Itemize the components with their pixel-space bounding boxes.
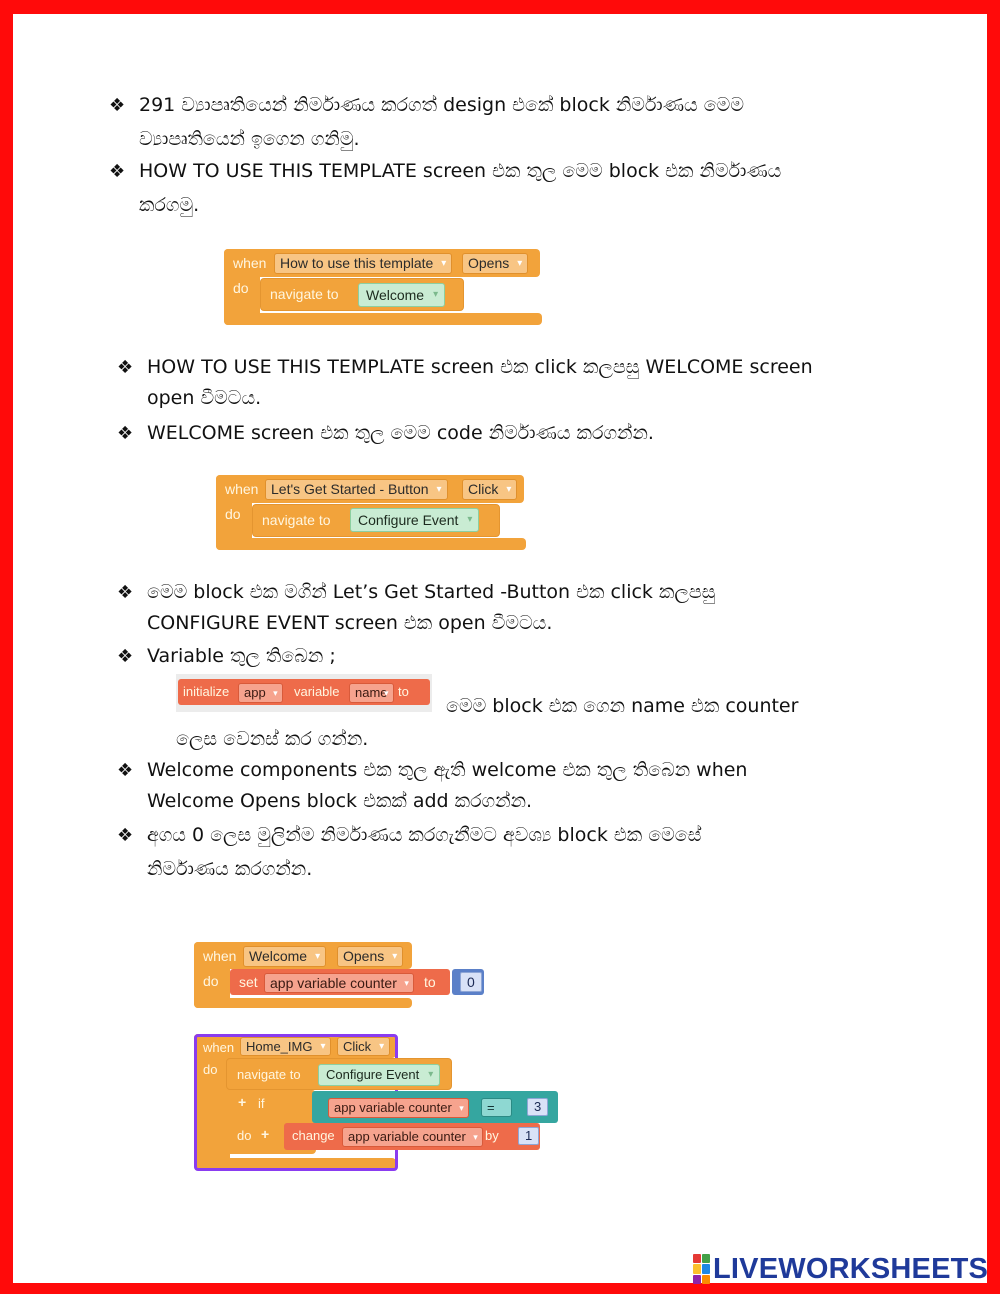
condition-variable-dropdown[interactable]: app variable counter ▾ — [328, 1098, 469, 1118]
condition-value-field[interactable]: 3 — [527, 1098, 548, 1116]
operator-dropdown[interactable]: = — [481, 1098, 512, 1117]
text-line: CONFIGURE EVENT screen එක open වීමටය. — [147, 612, 553, 634]
do-label: do — [203, 973, 219, 989]
text-line: ව්‍යාපෘතියෙන් ඉගෙන ගනිමු. — [139, 128, 360, 150]
do-label: do — [233, 280, 249, 296]
navigate-label: navigate to — [237, 1067, 301, 1082]
bullet-icon: ❖ — [117, 357, 134, 378]
screen-dropdown[interactable]: Welcome ▾ — [243, 946, 326, 967]
value-field[interactable]: 0 — [460, 972, 482, 992]
block-lets-get-started-click — [216, 475, 526, 550]
if-label: if — [258, 1096, 265, 1111]
paragraph-1 — [109, 90, 879, 155]
variable-dropdown[interactable]: app variable counter ▾ — [264, 973, 414, 993]
paragraph-8 — [117, 820, 867, 885]
text-line: අගය 0 ලෙස මුලින්ම නිර්මාණය කරගැනීමට අවශ්‍ය block එක මෙසේ — [147, 824, 702, 846]
paragraph-6-continued — [176, 691, 876, 755]
event-dropdown[interactable]: Opens ▾ — [337, 946, 403, 967]
to-label: to — [398, 684, 409, 699]
text-line: Welcome Opens block එකක් add කරගන්න. — [147, 790, 533, 812]
block-home-img-click — [194, 1034, 564, 1172]
set-label: set — [239, 974, 258, 990]
bullet-icon: ❖ — [109, 161, 126, 182]
block-welcome-opens — [194, 942, 486, 1008]
paragraph-4 — [117, 418, 867, 449]
text-line: 291 ව්‍යාපෘතියෙන් නිර්මාණය කරගත් design එකේ block නිර්මාණය මෙම — [139, 94, 744, 116]
paragraph-3 — [117, 352, 867, 414]
text-line: Variable තුල තිබෙන ; — [147, 645, 336, 667]
target-screen-dropdown[interactable]: Configure Event ▾ — [318, 1064, 440, 1086]
logo-icon — [693, 1254, 710, 1284]
navigate-label: navigate to — [270, 286, 339, 302]
event-block-bottom — [194, 998, 412, 1008]
text-line: ලෙස වෙනස් කර ගන්න. — [176, 728, 369, 750]
target-screen-dropdown[interactable]: Welcome ▾ — [358, 283, 445, 307]
component-dropdown[interactable]: Let's Get Started - Button ▾ — [265, 479, 448, 500]
bullet-icon: ❖ — [117, 423, 134, 444]
paragraph-5 — [117, 577, 867, 639]
do-label: do — [203, 1062, 218, 1077]
text-line: මෙම block එක මගින් Let’s Get Started -Button එක click කලපසු — [147, 581, 716, 603]
text-line: HOW TO USE THIS TEMPLATE screen එක තුල මෙම block එක නිර්මාණය — [139, 160, 782, 182]
text-line: WELCOME screen එක තුල මෙම code නිර්මාණය කරගන්න. — [147, 422, 654, 444]
paragraph-6 — [117, 641, 867, 672]
block-how-to-use-opens — [224, 249, 542, 325]
when-label: when — [233, 255, 267, 271]
change-variable-dropdown[interactable]: app variable counter ▾ — [342, 1127, 483, 1147]
text-line: Welcome components එක තුල ඇති welcome එක තුල තිබෙන when — [147, 759, 748, 781]
text-line: මෙම block එක ගෙන name එක counter — [446, 695, 799, 717]
name-field[interactable]: name ▾ — [349, 683, 394, 703]
navigate-label: navigate to — [262, 512, 331, 528]
liveworksheets-logo — [693, 1253, 988, 1285]
text-line: කරගමු. — [139, 194, 200, 216]
variable-label: variable — [294, 684, 340, 699]
paragraph-7 — [117, 755, 867, 817]
event-block-bottom — [224, 313, 542, 325]
target-screen-dropdown[interactable]: Configure Event ▾ — [350, 508, 479, 532]
logo-text: LIVEWORKSHEETS — [713, 1252, 989, 1285]
bullet-icon: ❖ — [117, 646, 134, 667]
do-plus-icon[interactable]: + — [261, 1126, 270, 1142]
screen-dropdown[interactable]: How to use this template ▾ — [274, 253, 452, 274]
do-label: do — [225, 506, 241, 522]
do-label: do — [237, 1128, 252, 1143]
bullet-icon: ❖ — [117, 582, 134, 603]
text-line: open වීමටය. — [147, 387, 262, 409]
to-label: to — [424, 974, 436, 990]
if-plus-icon[interactable]: + — [238, 1094, 247, 1110]
scope-dropdown[interactable]: app ▾ — [238, 683, 283, 703]
text-line: HOW TO USE THIS TEMPLATE screen එක click කලපසු WELCOME screen — [147, 356, 813, 378]
paragraph-2 — [109, 156, 879, 221]
event-dropdown[interactable]: Click ▾ — [462, 479, 517, 500]
event-dropdown[interactable]: Click ▾ — [337, 1037, 390, 1056]
when-label: when — [225, 481, 259, 497]
event-dropdown[interactable]: Opens ▾ — [462, 253, 528, 274]
text-line: නිර්මාණය කරගන්න. — [147, 858, 313, 880]
bullet-icon: ❖ — [109, 95, 126, 116]
by-label: by — [485, 1128, 499, 1143]
when-label: when — [203, 948, 237, 964]
change-label: change — [292, 1128, 335, 1143]
by-value-field[interactable]: 1 — [518, 1127, 539, 1145]
bullet-icon: ❖ — [117, 825, 134, 846]
bullet-icon: ❖ — [117, 760, 134, 781]
component-dropdown[interactable]: Home_IMG ▾ — [240, 1037, 331, 1056]
when-label: when — [203, 1040, 235, 1055]
event-block-bottom — [216, 538, 526, 550]
initialize-label: initialize — [183, 684, 230, 699]
